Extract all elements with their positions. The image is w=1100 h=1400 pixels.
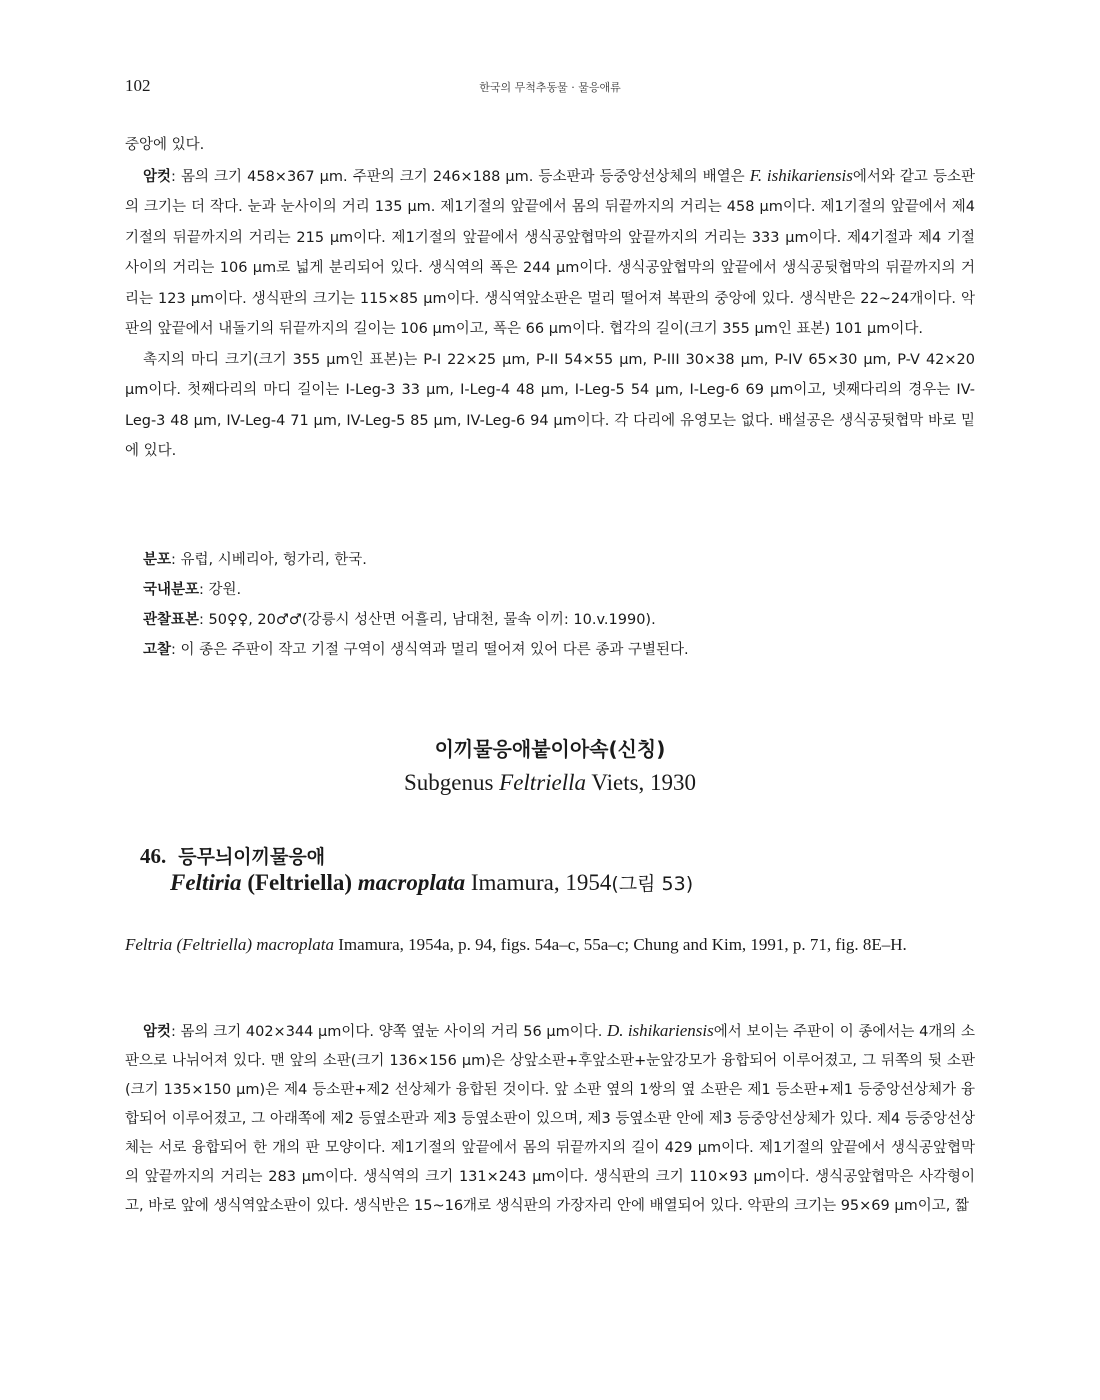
female-text-b: 에서 보이는 주판이 이 종에서는 4개의 소판으로 나뉘어져 있다. 맨 앞의 소판(크기 136×156 μm)은 상앞소판+후앞소판+눈앞강모가 융합되어 이루어졌고, 그 뒤쪽의 뒷 소판(크기 135×150 μm)은 제4 등소판+제2 선상체가 융합된 것이다. 앞 소판 옆의 1쌍의 옆 소판은 제1 등소판+제1 등중앙선상체가 융합되어 이루어졌고, 그 아래쪽에 제2 등옆소판과 제3 등옆소판이 있으며, 제3 등옆소판 안에 제3 등중앙선상체가 있다. 제4 등중앙선상체는 서로 융합되어 한 개의 판 모양이다. 제1기절의 앞끝에서 몸의 뒤끝까지의 길이 429 μm이다. 제1기절의 앞끝에서 생식공앞협막의 앞끝까지의 거리는 283 μm이다. 생식역의 크기 131×243 μm이다. 생식판의 크기 110×93 μm이다. 생식공앞협막은 사각형이고, 바로 앞에 생식역앞소판이 있다. 생식반은 15~16개로 생식판의 가장자리 안에 배열되어 있다. 악판의 크기는 95×69 μm이고, 짧 [125,1024,975,1214]
species-number: 46. [140,844,167,868]
korea-distribution-text: : 강원. [199,582,242,598]
male-description [125,130,975,467]
species-korean-title [140,842,325,869]
specimens-line [125,605,975,635]
species-epithet: macroplata [357,870,466,895]
remarks-text: : 이 종은 주판이 작고 기절 구역이 생식역과 멀리 떨어져 있어 다른 종과 구별된다. [171,642,689,658]
subgenus-author: Viets, 1930 [586,770,697,795]
female-text-a: : 몸의 크기 402×344 μm이다. 양쪽 옆눈 사이의 거리 56 μm이다. [171,1024,607,1040]
male-text-a: : 몸의 크기 458×367 μm. 주판의 크기 246×188 μm. 등소판과 등중앙선상체의 배열은 [171,168,750,185]
specimens-text: : 50♀♀, 20♂♂(강릉시 성산면 어흘리, 남대천, 물속 이끼: 10.v.1990). [199,612,656,628]
subgenus-latin-title [0,770,1100,796]
specimens-label: 관찰표본 [143,612,200,628]
synonymy-subgenus: (Feltriella) [172,935,257,954]
figure-reference: (그림 53) [611,873,694,895]
female-species-name: D. ishikariensis [607,1021,714,1040]
page-number: 102 [125,76,151,95]
species-subgenus: (Feltriella) [241,870,358,895]
synonymy-genus: Feltria [125,935,173,954]
synonymy [125,930,975,959]
subgenus-prefix: Subgenus [403,770,500,795]
remarks-line [125,635,975,665]
continued-line: 중앙에 있다. [125,137,205,153]
species-korean-name: 등무늬이끼물응애 [178,846,326,868]
remarks-label: 고찰 [143,642,172,658]
male-species-name: F. ishikariensis [749,165,853,185]
species-author: Imamura, 1954 [465,870,612,895]
subgenus-korean-title: 이끼물응애붙이아속(신칭) [434,737,666,761]
korea-distribution-line [125,575,975,605]
korea-distribution-label: 국내분포 [143,582,200,598]
subgenus-name: Feltriella [499,770,587,795]
male-paragraph [125,161,975,345]
male-text-b: 에서와 같고 등소판의 크기는 더 작다. 눈과 눈사이의 거리 135 μm. 제1기절의 앞끝에서 몸의 뒤끝까지의 거리는 458 μm이다. 제1기절의 앞끝에서 제4기절의 뒤끝까지의 거리는 215 μm이다. 제1기절의 앞끝에서 생식공앞협막의 앞끝까지의 거리는 333 μm이다. 제4기절과 제4 기절 사이의 거리는 106 μm로 넓게 분리되어 있다. 생식역의 폭은 244 μm이다. 생식공앞협막의 앞끝에서 생식공뒷협막의 뒤끝까지의 거리는 123 μm이다. 생식판의 크기는 115×85 μm이다. 생식역앞소판은 멀리 떨어져 복판의 중앙에 있다. 생식반은 22~24개이다. 악판의 앞끝에서 내돌기의 뒤끝까지의 길이는 106 μm이고, 폭은 66 μm이다. 협각의 길이(크기 355 μm인 표본) 101 μm이다. [125,168,975,337]
legs-paragraph: 촉지의 마디 크기(크기 355 μm인 표본)는 P-I 22×25 μm, P-II 54×55 μm, P-III 30×38 μm, P-IV 65×30 μm, P-V 42×20 μm이다. 첫째다리의 마디 길이는 I-Leg-3 33 μm, I-Leg-4 48 μm, I-Leg-5 54 μm, I-Leg-6 69 μm이고, 넷째다리의 경우는 IV-Leg-3 48 μm, IV-Leg-4 71 μm, IV-Leg-5 85 μm, IV-Leg-6 94 μm이다. 각 다리에 유영모는 없다. 배설공은 생식공뒷협막 바로 밑에 있다. [125,351,975,459]
female-description [125,1016,975,1221]
species-latin-title [170,869,693,896]
synonymy-epithet: macroplata [256,935,335,954]
female-paragraph [125,1016,975,1221]
synonymy-text: Imamura, 1954a, p. 94, figs. 54a–c, 55a–c; Chung and Kim, 1991, p. 71, fig. 8E–H. [334,935,907,954]
female-label: 암컷 [143,1024,172,1040]
distribution-label: 분포 [143,552,172,568]
distribution-text: : 유럽, 시베리아, 헝가리, 한국. [171,552,367,568]
distribution-line [125,545,975,575]
species-genus: Feltiria [170,870,242,895]
running-title: 한국의 무척추동물 · 물응애류 [479,81,621,94]
distribution-block [125,545,975,665]
male-label: 암컷 [143,168,172,185]
